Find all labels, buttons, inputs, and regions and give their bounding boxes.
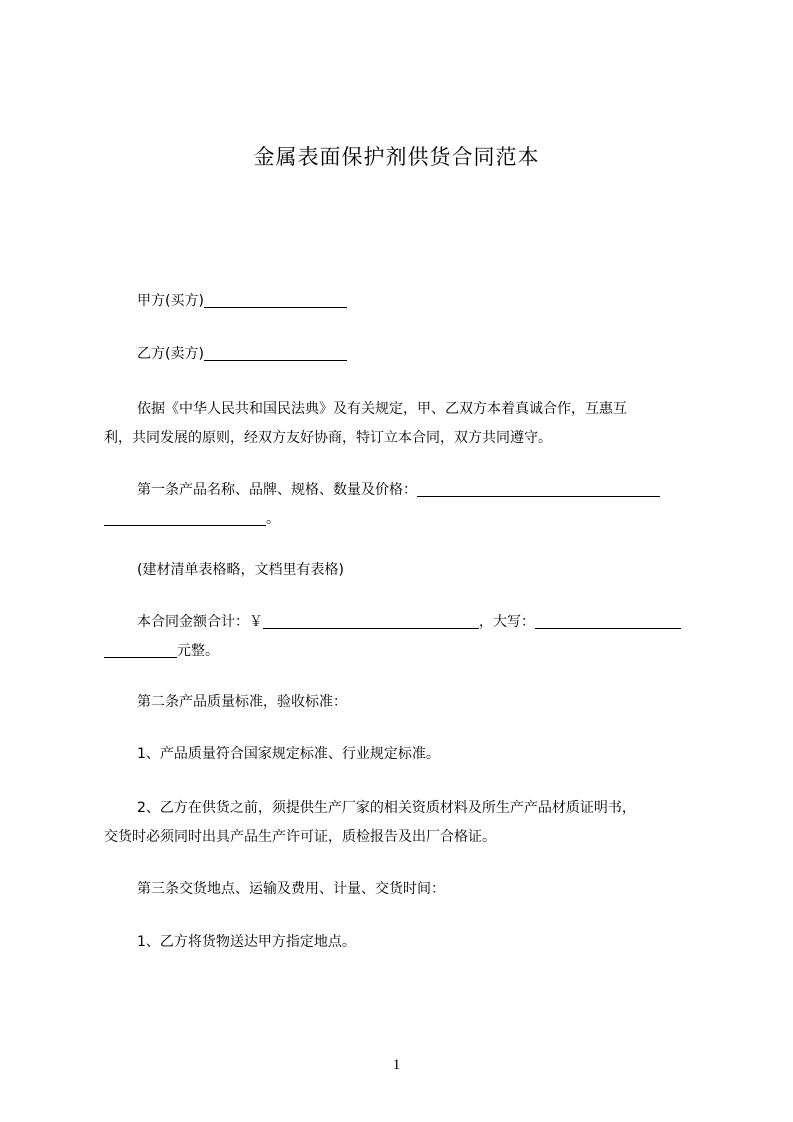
article1-continuation <box>104 505 704 534</box>
party-b-line <box>104 340 704 369</box>
article3-item-1: 1、乙方将货物送达甲方指定地点。 <box>137 934 356 950</box>
amount-blank <box>263 612 479 629</box>
article2-item-1: 1、产品质量符合国家规定标准、行业规定标准。 <box>137 746 440 762</box>
party-b-blank <box>204 344 347 361</box>
party-b-label: 乙方(卖方) <box>137 346 204 362</box>
amount-label: 本合同金额合计：￥ <box>137 614 263 630</box>
document-title: 金属表面保护剂供货合同范本 <box>253 145 540 169</box>
article1-heading-line <box>104 476 704 505</box>
materials-note: (建材清单表格略，文档里有表格) <box>137 562 344 578</box>
amount-suffix: 元整。 <box>177 643 219 659</box>
article1-blank-2 <box>104 509 266 526</box>
amount-continuation <box>104 637 704 666</box>
article1-blank-1 <box>417 480 660 497</box>
party-a-blank <box>204 291 347 308</box>
article2-item-2-line-2: 交货时必须同时出具产品生产许可证，质检报告及出厂合格证。 <box>104 829 496 845</box>
preamble-line-2: 利，共同发展的原则，经双方友好协商，特订立本合同，双方共同遵守。 <box>104 430 552 446</box>
article1-heading: 第一条产品名称、品牌、规格、数量及价格： <box>137 482 417 498</box>
amount-line <box>104 608 704 637</box>
article2-item-2-line-1: 2、乙方在供货之前，须提供生产厂家的相关资质材料及所生产产品材质证明书， <box>137 800 636 816</box>
article1-end: 。 <box>266 511 280 527</box>
amount-caps-blank <box>535 612 681 629</box>
page-number: 1 <box>392 1057 401 1073</box>
article3-heading: 第三条交货地点、运输及费用、计量、交货时间： <box>137 881 445 897</box>
party-a-line <box>104 287 704 316</box>
preamble-line-1: 依据《中华人民共和国民法典》及有关规定，甲、乙双方本着真诚合作，互惠互 <box>137 401 627 417</box>
amount-caps-blank-2 <box>104 641 177 658</box>
amount-caps-label: ，大写： <box>479 614 535 630</box>
article2-heading: 第二条产品质量标准，验收标准： <box>137 694 347 710</box>
party-a-label: 甲方(买方) <box>137 293 204 309</box>
